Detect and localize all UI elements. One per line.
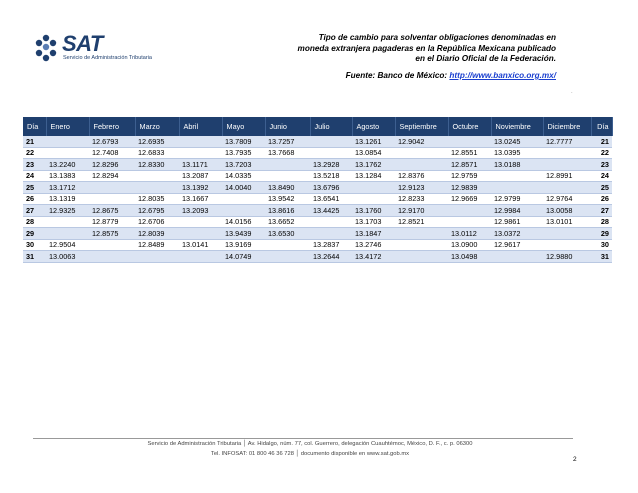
- day-cell: 22: [23, 147, 46, 159]
- rate-cell: 13.2837: [310, 239, 352, 251]
- column-header: Mayo: [222, 117, 265, 136]
- rate-cell: 12.6833: [135, 147, 179, 159]
- rate-cell: [135, 251, 179, 263]
- column-header: Junio: [265, 117, 310, 136]
- rate-cell: [179, 228, 222, 240]
- rate-cell: 12.9880: [543, 251, 591, 263]
- source-line: [346, 71, 556, 80]
- rate-cell: 13.1703: [352, 216, 395, 228]
- rate-cell: 13.0063: [46, 251, 89, 263]
- day-cell: 31: [591, 251, 612, 263]
- rate-cell: 12.8575: [89, 228, 135, 240]
- day-cell: 28: [23, 216, 46, 228]
- rate-cell: [543, 159, 591, 171]
- rate-cell: 13.7809: [222, 136, 265, 147]
- column-header: Noviembre: [491, 117, 543, 136]
- rate-cell: 13.2087: [179, 170, 222, 182]
- sat-logo: [33, 31, 163, 64]
- rate-cell: 13.7203: [222, 159, 265, 171]
- rate-cell: [179, 251, 222, 263]
- rate-cell: [265, 159, 310, 171]
- column-header: Marzo: [135, 117, 179, 136]
- rate-cell: 12.8039: [135, 228, 179, 240]
- column-header: Febrero: [89, 117, 135, 136]
- footer-divider: [33, 438, 573, 439]
- rate-cell: 14.0335: [222, 170, 265, 182]
- table-row: [23, 182, 612, 194]
- rate-cell: 13.1383: [46, 170, 89, 182]
- rate-cell: 13.9542: [265, 193, 310, 205]
- rate-cell: [179, 147, 222, 159]
- day-cell: 25: [591, 182, 612, 194]
- table-header-row: [23, 117, 612, 136]
- column-header: Enero: [46, 117, 89, 136]
- rate-cell: 12.9170: [395, 205, 448, 217]
- rate-cell: [491, 251, 543, 263]
- day-cell: 24: [23, 170, 46, 182]
- rate-cell: 13.7257: [265, 136, 310, 147]
- rate-cell: [265, 239, 310, 251]
- page-number: 2: [573, 456, 577, 463]
- rate-cell: 13.6796: [310, 182, 352, 194]
- rate-cell: [395, 228, 448, 240]
- rate-cell: 13.1762: [352, 159, 395, 171]
- rate-cell: 13.4172: [352, 251, 395, 263]
- rate-cell: 14.0040: [222, 182, 265, 194]
- table-row: [23, 193, 612, 205]
- rate-cell: 13.6530: [265, 228, 310, 240]
- rate-cell: [448, 136, 491, 147]
- rate-cell: 13.0112: [448, 228, 491, 240]
- day-cell: 23: [591, 159, 612, 171]
- rate-cell: 12.6706: [135, 216, 179, 228]
- rate-cell: [395, 239, 448, 251]
- day-cell: 21: [23, 136, 46, 147]
- table-row: [23, 251, 612, 263]
- rate-cell: 12.9504: [46, 239, 89, 251]
- rate-cell: [265, 251, 310, 263]
- rate-cell: 12.8551: [448, 147, 491, 159]
- rate-cell: 13.1712: [46, 182, 89, 194]
- rate-cell: 12.8330: [135, 159, 179, 171]
- document-title: Tipo de cambio para solventar obligaciones denominadas en moneda extranjera pagaderas en la República Mexicana publicado en el Diario Oficial de la Federación.: [297, 33, 556, 64]
- footer-contact: Tel. INFOSAT: 01 800 46 36 728 │ documento disponible en www.sat.gob.mx: [210, 451, 410, 457]
- rate-cell: 13.9169: [222, 239, 265, 251]
- day-cell: 30: [591, 239, 612, 251]
- rate-cell: [89, 193, 135, 205]
- rate-cell: [352, 193, 395, 205]
- table-row: [23, 136, 612, 147]
- rate-cell: 12.7408: [89, 147, 135, 159]
- logo-subtitle: Servicio de Administración Tributaria: [63, 55, 152, 61]
- rate-cell: 13.2928: [310, 159, 352, 171]
- rate-cell: 12.9764: [543, 193, 591, 205]
- rate-cell: 12.8489: [135, 239, 179, 251]
- rate-cell: 12.9861: [491, 216, 543, 228]
- rate-cell: 13.1319: [46, 193, 89, 205]
- column-header: Septiembre: [395, 117, 448, 136]
- rate-cell: [310, 216, 352, 228]
- day-cell: 31: [23, 251, 46, 263]
- rate-cell: 14.0749: [222, 251, 265, 263]
- column-header: Abril: [179, 117, 222, 136]
- rate-cell: 14.0156: [222, 216, 265, 228]
- day-cell: 22: [591, 147, 612, 159]
- rate-cell: 12.8233: [395, 193, 448, 205]
- rate-cell: 13.0101: [543, 216, 591, 228]
- rate-cell: [543, 239, 591, 251]
- rate-cell: [448, 205, 491, 217]
- rate-cell: 12.9984: [491, 205, 543, 217]
- rate-cell: 13.6652: [265, 216, 310, 228]
- day-cell: 21: [591, 136, 612, 147]
- rate-cell: [89, 251, 135, 263]
- rate-cell: 13.6541: [310, 193, 352, 205]
- day-cell: 27: [591, 205, 612, 217]
- rate-cell: [491, 182, 543, 194]
- rate-cell: 12.8296: [89, 159, 135, 171]
- rate-cell: 12.8376: [395, 170, 448, 182]
- rate-cell: [310, 228, 352, 240]
- day-cell: 24: [591, 170, 612, 182]
- rate-cell: 12.9042: [395, 136, 448, 147]
- table-row: [23, 170, 612, 182]
- logo-wordmark: SAT: [62, 31, 103, 56]
- rate-cell: 13.1847: [352, 228, 395, 240]
- rate-cell: [46, 216, 89, 228]
- rate-cell: [46, 228, 89, 240]
- rate-cell: 13.2093: [179, 205, 222, 217]
- rate-cell: 13.0188: [491, 159, 543, 171]
- column-header: Agosto: [352, 117, 395, 136]
- day-cell: 23: [23, 159, 46, 171]
- source-link[interactable]: http://www.banxico.org.mx/: [449, 71, 556, 80]
- column-header: Diciembre: [543, 117, 591, 136]
- rate-cell: 13.1667: [179, 193, 222, 205]
- rate-cell: [448, 216, 491, 228]
- table-row: [23, 159, 612, 171]
- rate-cell: 12.8991: [543, 170, 591, 182]
- rate-cell: [543, 228, 591, 240]
- rate-cell: 12.8571: [448, 159, 491, 171]
- rate-cell: 12.9123: [395, 182, 448, 194]
- day-cell: 27: [23, 205, 46, 217]
- column-header: Octubre: [448, 117, 491, 136]
- rate-cell: 12.9617: [491, 239, 543, 251]
- rate-cell: 13.0141: [179, 239, 222, 251]
- rate-cell: 12.6935: [135, 136, 179, 147]
- rate-cell: 13.7935: [222, 147, 265, 159]
- rate-cell: 13.5218: [310, 170, 352, 182]
- rate-cell: [46, 147, 89, 159]
- footer-address: Servicio de Administración Tributaria │ Av. Hidalgo, núm. 77, col. Guerrero, delegación Cuauhtémoc, México, D. F., c. p. 06300: [147, 441, 473, 447]
- rate-cell: 13.0372: [491, 228, 543, 240]
- rate-cell: [46, 136, 89, 147]
- day-cell: 29: [591, 228, 612, 240]
- rate-cell: 13.7668: [265, 147, 310, 159]
- rate-cell: [543, 182, 591, 194]
- rate-cell: 12.9839: [448, 182, 491, 194]
- table-row: [23, 239, 612, 251]
- table-row: [23, 205, 612, 217]
- table-row: [23, 216, 612, 228]
- rate-cell: [222, 205, 265, 217]
- rate-cell: 13.1760: [352, 205, 395, 217]
- rate-cell: [543, 147, 591, 159]
- table-row: [23, 228, 612, 240]
- rate-cell: 13.1392: [179, 182, 222, 194]
- rate-cell: 12.8294: [89, 170, 135, 182]
- rate-cell: 12.9669: [448, 193, 491, 205]
- exchange-rate-table: [23, 117, 613, 263]
- rate-cell: 12.8675: [89, 205, 135, 217]
- rate-cell: 13.2240: [46, 159, 89, 171]
- table-row: [23, 147, 612, 159]
- rate-cell: 13.9439: [222, 228, 265, 240]
- rate-cell: [135, 182, 179, 194]
- rate-cell: [179, 136, 222, 147]
- rate-cell: 13.1171: [179, 159, 222, 171]
- rate-cell: [310, 136, 352, 147]
- rate-cell: 13.2644: [310, 251, 352, 263]
- rate-cell: [395, 251, 448, 263]
- rate-cell: [310, 147, 352, 159]
- rate-cell: [352, 182, 395, 194]
- rate-cell: [89, 182, 135, 194]
- rate-cell: 13.8490: [265, 182, 310, 194]
- rate-cell: 13.4425: [310, 205, 352, 217]
- rate-cell: 13.0058: [543, 205, 591, 217]
- rate-cell: 13.0900: [448, 239, 491, 251]
- column-header: Día: [591, 117, 612, 136]
- rate-cell: 13.0854: [352, 147, 395, 159]
- rate-cell: 12.7777: [543, 136, 591, 147]
- rate-cell: 12.6793: [89, 136, 135, 147]
- rate-cell: [265, 170, 310, 182]
- rate-cell: 13.8616: [265, 205, 310, 217]
- day-cell: 26: [591, 193, 612, 205]
- rate-cell: [395, 159, 448, 171]
- rate-cell: 12.9759: [448, 170, 491, 182]
- rate-cell: 13.2746: [352, 239, 395, 251]
- rate-cell: 13.0395: [491, 147, 543, 159]
- rate-cell: 13.0498: [448, 251, 491, 263]
- rate-cell: 13.1261: [352, 136, 395, 147]
- day-cell: 30: [23, 239, 46, 251]
- dot-mark: .: [571, 89, 573, 95]
- day-cell: 25: [23, 182, 46, 194]
- rate-cell: [491, 170, 543, 182]
- rate-cell: [395, 147, 448, 159]
- rate-cell: [179, 216, 222, 228]
- rate-cell: 12.6795: [135, 205, 179, 217]
- rate-cell: 12.8035: [135, 193, 179, 205]
- rate-cell: 12.9325: [46, 205, 89, 217]
- column-header: Día: [23, 117, 46, 136]
- day-cell: 26: [23, 193, 46, 205]
- rate-cell: [135, 170, 179, 182]
- day-cell: 29: [23, 228, 46, 240]
- day-cell: 28: [591, 216, 612, 228]
- rate-cell: 13.0245: [491, 136, 543, 147]
- rate-cell: 12.8521: [395, 216, 448, 228]
- rate-cell: [89, 239, 135, 251]
- sat-logo-icon: [33, 34, 59, 62]
- column-header: Julio: [310, 117, 352, 136]
- rate-cell: 12.9799: [491, 193, 543, 205]
- rate-cell: 13.1284: [352, 170, 395, 182]
- source-label: Fuente: Banco de México:: [345, 71, 450, 80]
- rate-cell: 12.8779: [89, 216, 135, 228]
- rate-cell: [222, 193, 265, 205]
- table-body: [23, 136, 612, 262]
